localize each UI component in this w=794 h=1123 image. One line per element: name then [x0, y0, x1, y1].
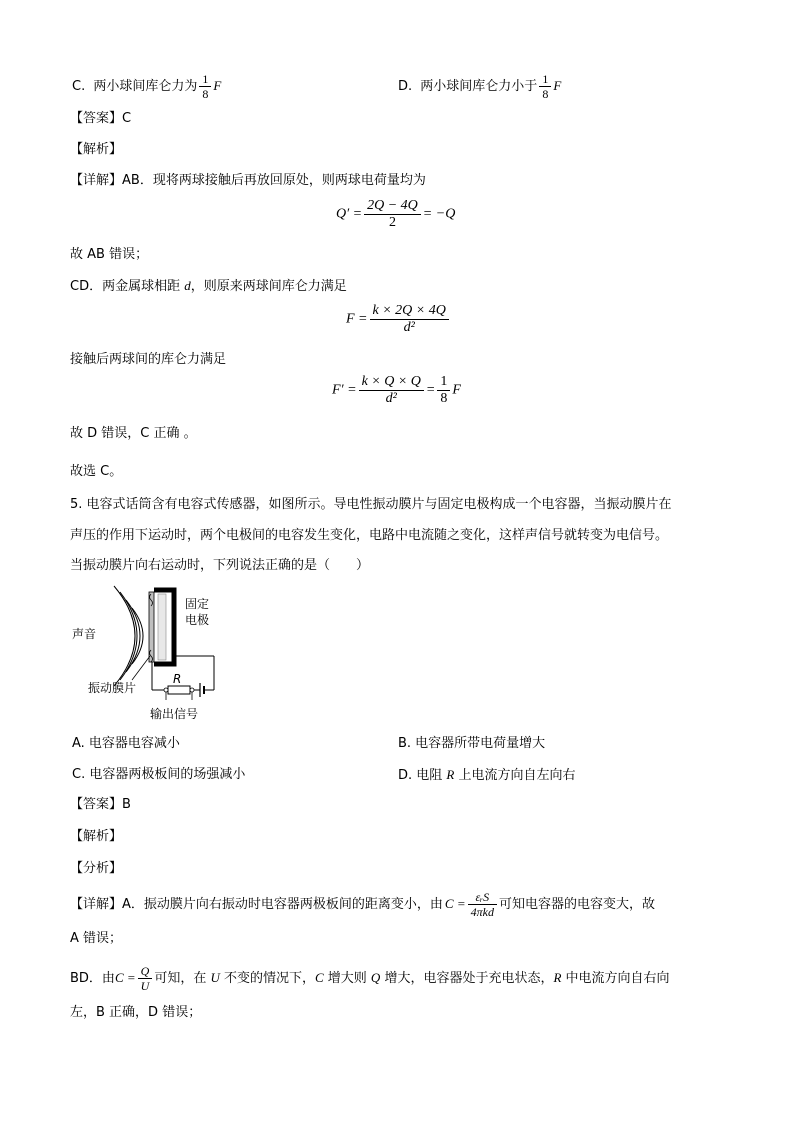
q5-option-a: A. 电容器电容减小 — [72, 736, 180, 751]
eq3-fraction-2: $\frac{1}{8}$ — [437, 374, 450, 407]
label-membrane: 振动膜片 — [88, 681, 137, 695]
q4-detail-line2: 故 AB 错误； — [70, 247, 149, 262]
q5-detail-line4: 左，B 正确，D 错误； — [70, 1005, 202, 1020]
sound-wave-2 — [126, 600, 140, 672]
q4-detail-line4: 接触后两球间的库仑力满足 — [70, 352, 227, 367]
q5-option-d: D. 电阻 R 上电流方向自左向右 — [398, 767, 576, 783]
detail-tag: 【详解】 — [70, 173, 123, 188]
detail-text: AB．现将两球接触后再放回原处，则两球电荷量均为 — [122, 173, 426, 188]
option-c-label: C. — [72, 79, 86, 94]
equation-f-prime: F′ = $\frac{k \times Q \times Q}{\text{d²}}$ = $\frac{1}{8}$ F — [332, 374, 461, 406]
equation-f: F = $\frac{k \times 2Q \times 4Q}{\text{d²}}$ — [346, 303, 451, 336]
q4-detail-line6: 故选 C。 — [70, 464, 123, 479]
q5-fenxi: 【分析】 — [70, 861, 123, 876]
q4-answer — [70, 110, 131, 128]
q5-detail-line1: 【详解】A．振动膜片向右振动时电容器两极板间的距离变小，由 C = $\frac{\text{εᵣS}}{\text{4πkd}}$ 可知电容器的电容变大，故 — [70, 890, 655, 919]
eq1-fraction: $\frac{2Q - 4Q}{2}$ — [364, 198, 421, 231]
option-c-fraction: $\frac{1}{8}$ — [199, 72, 211, 101]
option-d-label: D. — [398, 79, 413, 94]
label-output: 输出信号 — [150, 707, 199, 721]
capacitance-formula: $\frac{\text{εᵣS}}{\text{4πkd}}$ — [468, 890, 497, 919]
option-d-var: F — [553, 78, 562, 93]
q4-detail-line5: 故 D 错误，C 正确 。 — [70, 426, 197, 441]
option-c-var: F — [213, 78, 222, 93]
label-fixed-2: 电极 — [185, 613, 210, 627]
label-sound: 声音 — [72, 627, 97, 641]
answer-tag: 【答案】 — [70, 111, 123, 126]
resistor — [168, 686, 190, 694]
eq2-fraction: $\frac{k \times 2Q \times 4Q}{\text{d²}}$ — [370, 303, 449, 336]
option-d-fraction: $\frac{1}{8}$ — [539, 72, 551, 101]
answer-value: C — [122, 111, 132, 126]
label-resistor: R — [173, 672, 182, 686]
sound-wave-3 — [120, 592, 137, 680]
q5-stem-line3: 当振动膜片向右运动时，下列说法正确的是（ ） — [70, 558, 370, 573]
equation-q-prime: Q′ = $\frac{2Q - 4Q}{2}$ = −Q — [336, 198, 456, 230]
fixed-electrode-inner — [158, 594, 166, 660]
q5-answer: 【答案】B — [70, 797, 131, 812]
q4-jiexi: 【解析】 — [70, 142, 123, 157]
q5-jiexi: 【解析】 — [70, 829, 123, 844]
option-d-text: 两小球间库仑力小于 — [420, 79, 538, 94]
output-terminal-right — [190, 688, 194, 692]
q5-detail-line2: A 错误； — [70, 931, 123, 946]
q5-stem-line2: 声压的作用下运动时，两个电极间的电容发生变化，电路中电流随之变化，这样声信号就转变为电信号。 — [70, 528, 669, 543]
option-c — [72, 72, 221, 101]
q4-detail-line3: CD．两金属球相距 d，则原来两球间库仑力满足 — [70, 278, 347, 294]
q5-option-c: C. 电容器两极板间的场强减小 — [72, 767, 246, 782]
q5-stem-line1: 5. 电容式话筒含有电容式传感器，如图所示。导电性振动膜片与固定电极构成一个电容器，当振动膜片在 — [70, 497, 672, 512]
q-over-u-formula: $\frac{Q}{U}$ — [138, 964, 153, 993]
sound-wave-4 — [114, 586, 135, 686]
option-c-text: 两小球间库仑力为 — [93, 79, 198, 94]
eq3-fraction: $\frac{k \times Q \times Q}{\text{d²}}$ — [359, 374, 424, 407]
output-terminal-left — [164, 688, 168, 692]
label-fixed-1: 固定 — [185, 597, 210, 611]
microphone-circuit-diagram — [70, 584, 270, 726]
q4-detail-line1 — [70, 172, 426, 190]
q5-option-b: B. 电容器所带电荷量增大 — [398, 736, 546, 751]
q5-detail-line3: BD．由C = $\frac{Q}{U}$ 可知，在 U 不变的情况下，C 增大则 Q 增大，电容器处于充电状态，R 中电流方向自右向 — [70, 964, 670, 993]
option-d — [398, 72, 561, 101]
